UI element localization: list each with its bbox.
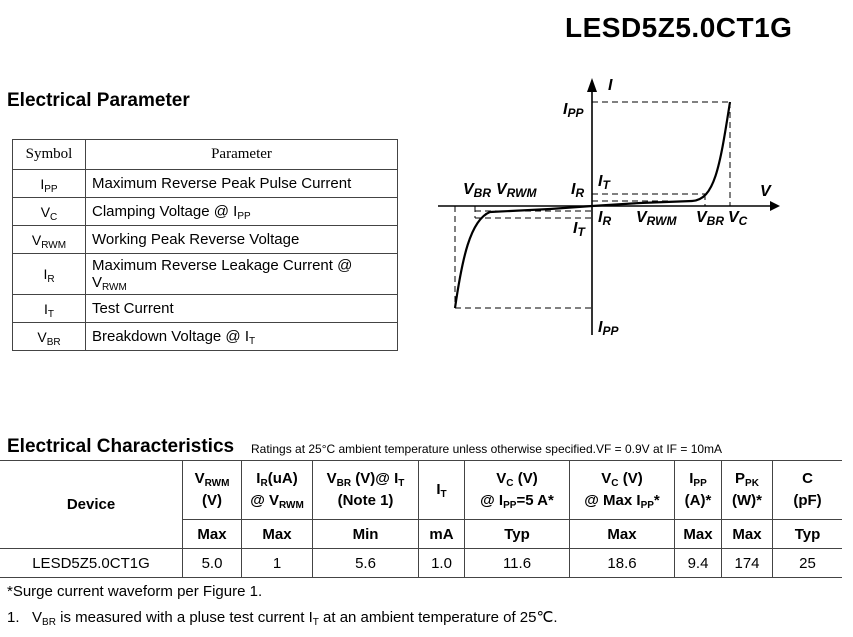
subheader-cell: Max: [183, 520, 242, 549]
parameter-text: Clamping Voltage @ I: [92, 203, 238, 220]
table-row: [13, 323, 398, 351]
param-section-title: Electrical Parameter: [7, 90, 190, 111]
characteristics-note: Ratings at 25°C ambient temperature unless otherwise specified.VF = 0.9V at IF = 10mA: [251, 442, 723, 456]
i-axis-label: I: [608, 77, 613, 94]
vc-typ-cell: 11.6: [465, 549, 570, 578]
subheader-cell: Max: [242, 520, 313, 549]
symbol-text: V: [31, 231, 42, 248]
symbol-header: Symbol: [13, 140, 86, 170]
parameter-text: Breakdown Voltage @ I: [92, 328, 249, 345]
parameter-header: Parameter: [86, 140, 398, 170]
symbol-cell: [13, 254, 86, 295]
table-row: [13, 295, 398, 323]
vc-typ-header: $V_C$ (V) @ $I_{PP}=5$ A*: [465, 461, 570, 520]
table-row: [13, 198, 398, 226]
ipp-top-label: IPP: [563, 101, 584, 120]
subheader-cell: Max: [570, 520, 675, 549]
table-row: [13, 170, 398, 198]
subheader-cell: mA: [419, 520, 465, 549]
parameter-sub: T: [249, 336, 256, 347]
symbol-text: I: [40, 175, 45, 192]
parameter-sub: PP: [237, 211, 251, 222]
vrwm-left-label: VRWM: [496, 181, 537, 200]
subheader-cell: Typ: [773, 520, 843, 549]
vrwm-right-label: VRWM: [636, 209, 677, 228]
symbol-cell: [13, 170, 86, 198]
symbol-cell: [13, 226, 86, 254]
subheader-cell: Min: [313, 520, 419, 549]
vbr-right-label: VBR: [696, 209, 725, 228]
parameter-cell: [86, 170, 398, 198]
parameter-text: Test Current: [92, 300, 174, 317]
parameter-table: [12, 139, 398, 351]
param-header-row: [13, 140, 398, 170]
symbol-text: I: [43, 265, 48, 282]
symbol-sub: R: [47, 273, 55, 285]
characteristics-table: [0, 460, 842, 578]
subheader-cell: Max: [675, 520, 722, 549]
vrwm-cell: 5.0: [183, 549, 242, 578]
ipp-cell: 9.4: [675, 549, 722, 578]
symbol-sub: BR: [46, 336, 61, 348]
ir-left-label: IR: [571, 181, 585, 200]
symbol-sub: T: [47, 308, 54, 320]
v-axis-label: V: [760, 183, 771, 200]
ipp-header: $I_{PP}$ (A)*: [675, 461, 722, 520]
iv-characteristic-diagram: [430, 70, 790, 345]
note-number: 1.: [7, 609, 20, 626]
parameter-cell: [86, 323, 398, 351]
device-header-text: Device: [66, 495, 116, 513]
parameter-text: Working Peak Reverse Voltage: [92, 231, 300, 248]
symbol-cell: [13, 323, 86, 351]
part-number-title: LESD5Z5.0CT1G: [565, 12, 793, 43]
vrwm-header: $V_{RWM}$ (V): [183, 461, 242, 520]
parameter-text: Maximum Reverse Leakage Current @ V: [92, 257, 353, 291]
vc-max-cell: 18.6: [570, 549, 675, 578]
i-axis-arrow: [587, 78, 597, 92]
parameter-cell: [86, 198, 398, 226]
it-cell: 1.0: [419, 549, 465, 578]
vbr-header: $V_{BR}$ (V)@ $I_T$ (Note 1): [313, 461, 419, 520]
subheader-cell: Typ: [465, 520, 570, 549]
parameter-cell: [86, 295, 398, 323]
it-header: $I_T$: [419, 461, 465, 520]
symbol-text: I: [44, 300, 48, 317]
note-1: 1. $V_{BR}$ is measured with a pluse test current $I_T$ at an ambient temperature of 25℃.: [7, 609, 558, 628]
ppk-cell: 174: [722, 549, 773, 578]
ir-header: $I_R(uA)$ @ $V_{RWM}$: [242, 461, 313, 520]
vc-right-label: VC: [728, 209, 748, 228]
symbol-sub: RWM: [41, 239, 67, 251]
it-top-label: IT: [598, 173, 610, 192]
parameter-cell: [86, 254, 398, 295]
vbr-left-label: VBR: [463, 181, 492, 200]
table-row: [13, 226, 398, 254]
header-row: [0, 461, 842, 520]
ppk-header: $P_{PK}$ (W)*: [722, 461, 773, 520]
ipp-bottom-label: IPP: [598, 319, 619, 338]
characteristics-section-title: Electrical Characteristics: [7, 436, 235, 457]
device-header: [0, 461, 183, 549]
symbol-text: V: [37, 328, 47, 345]
ir-cell: 1: [242, 549, 313, 578]
parameter-text: Maximum Reverse Peak Pulse Current: [92, 175, 352, 192]
parameter-sub: RWM: [102, 282, 127, 293]
symbol-cell: [13, 295, 86, 323]
vc-max-header: $V_C$ (V) @ Max $I_{PP}*$: [570, 461, 675, 520]
device-cell: LESD5Z5.0CT1G: [0, 549, 183, 578]
c-header: C (pF): [773, 461, 843, 520]
table-row: [0, 549, 842, 578]
ir-right-label: IR: [598, 209, 612, 228]
surge-footnote: *Surge current waveform per Figure 1.: [7, 583, 263, 600]
vbr-cell: 5.6: [313, 549, 419, 578]
c-cell: 25: [773, 549, 843, 578]
subheader-cell: Max: [722, 520, 773, 549]
it-bottom-label: IT: [573, 220, 585, 239]
parameter-cell: [86, 226, 398, 254]
v-axis-arrow: [770, 201, 780, 211]
table-row: [13, 254, 398, 295]
symbol-text: V: [40, 203, 51, 220]
symbol-cell: [13, 198, 86, 226]
symbol-sub: PP: [44, 183, 58, 195]
symbol-sub: C: [50, 211, 58, 223]
